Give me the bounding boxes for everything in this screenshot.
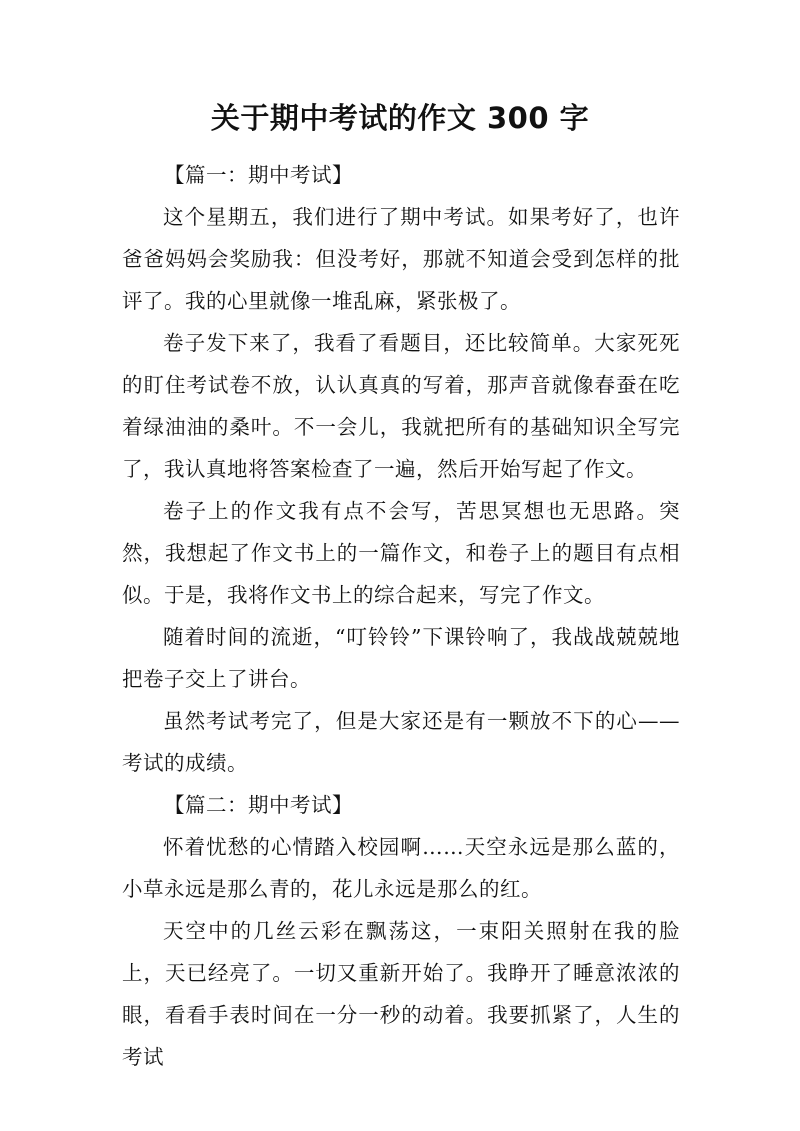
paragraph: 随着时间的流逝，“叮铃铃”下课铃响了，我战战兢兢地把卷子交上了讲台。 (122, 625, 680, 691)
section-heading-1: 【篇一：期中考试】 (164, 163, 353, 187)
paragraph: 卷子上的作文我有点不会写，苦思冥想也无思路。突然，我想起了作文书上的一篇作文，和卷子上的题目有点相似。于是，我将作文书上的综合起来，写完了作文。 (122, 499, 680, 607)
document-title: 关于期中考试的作文 300 字 (210, 101, 590, 135)
section-heading-2: 【篇二：期中考试】 (164, 793, 353, 817)
paragraph: 天空中的几丝云彩在飘荡这，一束阳关照射在我的脸上，天已经亮了。一切又重新开始了。我睁开了睡意浓浓的眼，看看手表时间在一分一秒的动着。我要抓紧了，人生的考试 (122, 919, 680, 1069)
paragraph: 怀着忧愁的心情踏入校园啊……天空永远是那么蓝的，小草永远是那么青的，花儿永远是那么的红。 (122, 835, 680, 901)
paragraph: 这个星期五，我们进行了期中考试。如果考好了，也许爸爸妈妈会奖励我：但没考好，那就不知道会受到怎样的批评了。我的心里就像一堆乱麻，紧张极了。 (122, 205, 680, 313)
document-body (122, 154, 680, 1078)
paragraph: 虽然考试考完了，但是大家还是有一颗放不下的心——考试的成绩。 (122, 709, 680, 775)
paragraph: 卷子发下来了，我看了看题目，还比较简单。大家死死的盯住考试卷不放，认认真真的写着，那声音就像春蚕在吃着绿油油的桑叶。不一会儿，我就把所有的基础知识全写完了，我认真地将答案检查了一遍，然后开始写起了作文。 (122, 331, 680, 481)
